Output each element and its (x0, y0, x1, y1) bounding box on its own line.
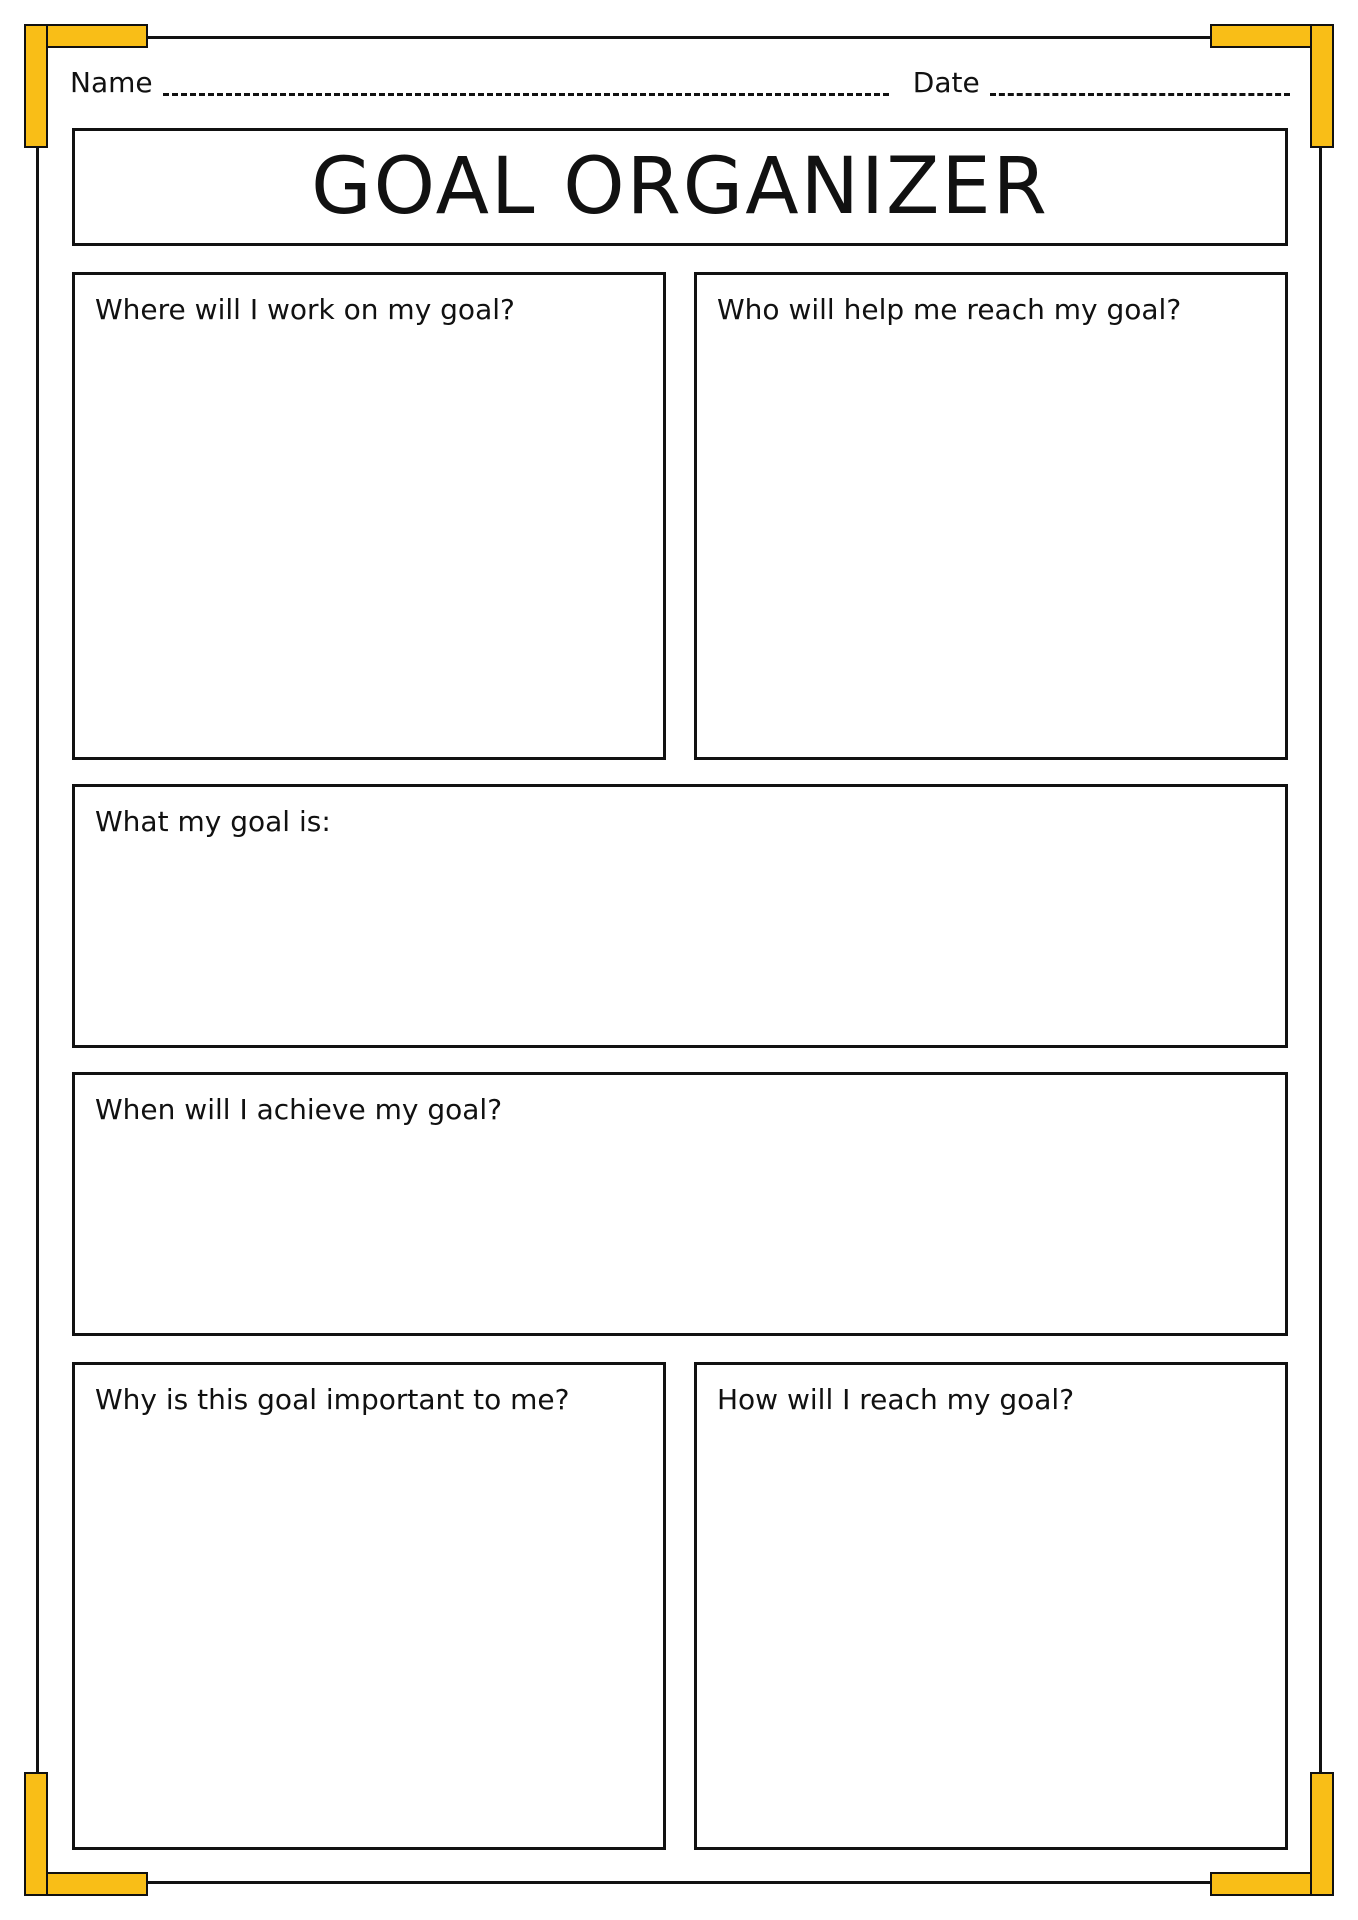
date-field[interactable] (990, 69, 1290, 96)
why-prompt: Why is this goal important to me? (95, 1383, 570, 1416)
when-prompt: When will I achieve my goal? (95, 1093, 503, 1126)
why-answer-box[interactable] (72, 1362, 666, 1850)
where-answer-box[interactable] (72, 272, 666, 760)
who-prompt: Who will help me reach my goal? (717, 293, 1182, 326)
who-answer-box[interactable] (694, 272, 1288, 760)
header-row (70, 62, 1290, 102)
what-answer-box[interactable] (72, 784, 1288, 1048)
where-prompt: Where will I work on my goal? (95, 293, 515, 326)
what-prompt: What my goal is: (95, 805, 331, 838)
title-box (72, 128, 1288, 246)
how-answer-box[interactable] (694, 1362, 1288, 1850)
how-prompt: How will I reach my goal? (717, 1383, 1075, 1416)
date-label: Date (912, 65, 980, 99)
name-label: Name (70, 65, 153, 99)
page-title: GOAL ORGANIZER (311, 142, 1049, 232)
when-answer-box[interactable] (72, 1072, 1288, 1336)
name-field[interactable] (163, 69, 889, 96)
